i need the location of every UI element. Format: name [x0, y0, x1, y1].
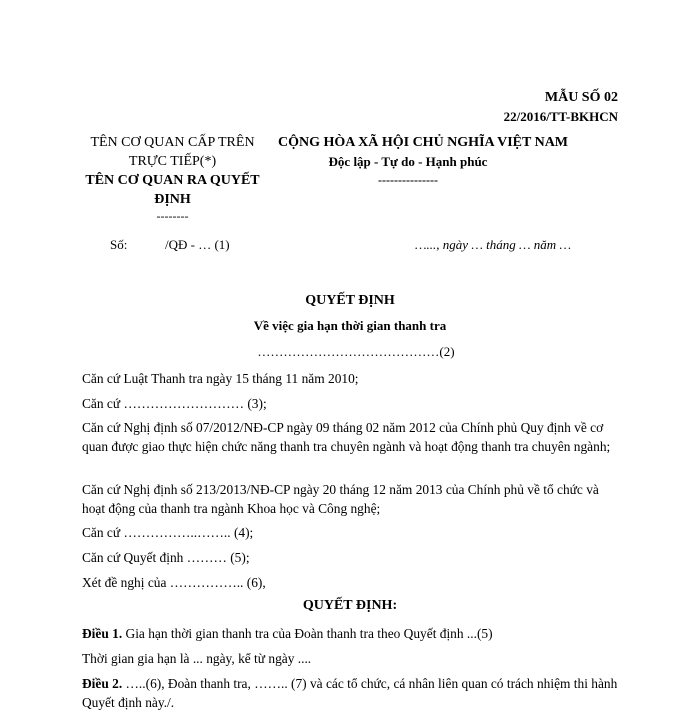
- basis-decision-5: Căn cứ Quyết định ……… (5);: [82, 550, 250, 565]
- basis-proposal-6: Xét đề nghị của …………….. (6),: [82, 575, 266, 590]
- article-2-label: Điều 2.: [82, 676, 123, 691]
- decision-title: QUYẾT ĐỊNH: [305, 293, 395, 308]
- basis-decree-213: Căn cứ Nghị định số 213/2013/NĐ-CP ngày 20 tháng 12 năm 2013 của Chính phủ về tổ chức và hoạt động của thanh tra ngành Khoa học và Công nghệ;: [82, 482, 599, 516]
- nation-block: [278, 133, 569, 190]
- issuer-blank: ……………………………………(2): [257, 344, 455, 359]
- nation-divider: ---------------: [378, 173, 438, 187]
- number-label: Số:: [110, 237, 128, 252]
- nation-motto: Độc lập - Tự do - Hạnh phúc: [328, 154, 488, 169]
- form-number: MẪU SỐ 02: [544, 90, 618, 105]
- decision-subject: Về việc gia hạn thời gian thanh tra: [253, 318, 447, 333]
- basis-decree-07: Căn cứ Nghị định số 07/2012/NĐ-CP ngày 09 tháng 02 năm 2012 của Chính phủ Quy định về cơ quan được giao thực hiện chức năng thanh tra chuyên ngành và hoạt động thanh tra chuyên ngành;: [82, 420, 611, 454]
- agency-block: [60, 133, 285, 223]
- basis-blank-4: Căn cứ ……………..…….. (4);: [82, 525, 254, 540]
- article-2: [82, 674, 622, 712]
- issuing-agency-line1: TÊN CƠ QUAN RA QUYẾT: [85, 173, 260, 188]
- decides-heading: QUYẾT ĐỊNH:: [302, 598, 398, 613]
- date-line: …..., ngày … tháng … năm …: [415, 237, 572, 252]
- superior-agency-line2: TRỰC TIẾP(*): [128, 154, 217, 169]
- extension-period: Thời gian gia hạn là ... ngày, kể từ ngày ....: [82, 651, 312, 666]
- decision-number: /QĐ - … (1): [165, 237, 230, 252]
- basis-law: Căn cứ Luật Thanh tra ngày 15 tháng 11 năm 2010;: [82, 371, 359, 386]
- article-1-text: Gia hạn thời gian thanh tra của Đoàn thanh tra theo Quyết định ...(5): [122, 626, 493, 641]
- basis-blank-3: Căn cứ ……………………… (3);: [82, 396, 267, 411]
- agency-divider: --------: [156, 209, 189, 223]
- issuing-agency-line2: ĐỊNH: [154, 192, 191, 207]
- superior-agency-line1: TÊN CƠ QUAN CẤP TRÊN: [90, 135, 255, 150]
- article-2-text: …..(6), Đoàn thanh tra, …….. (7) và các tổ chức, cá nhân liên quan có trách nhiệm thi hành Quyết định này./.: [82, 676, 618, 710]
- circular-number: 22/2016/TT-BKHCN: [503, 109, 618, 124]
- article-1: [82, 624, 622, 643]
- nation-title: CỘNG HÒA XÃ HỘI CHỦ NGHĨA VIỆT NAM: [278, 135, 569, 150]
- article-1-label: Điều 1.: [82, 626, 123, 641]
